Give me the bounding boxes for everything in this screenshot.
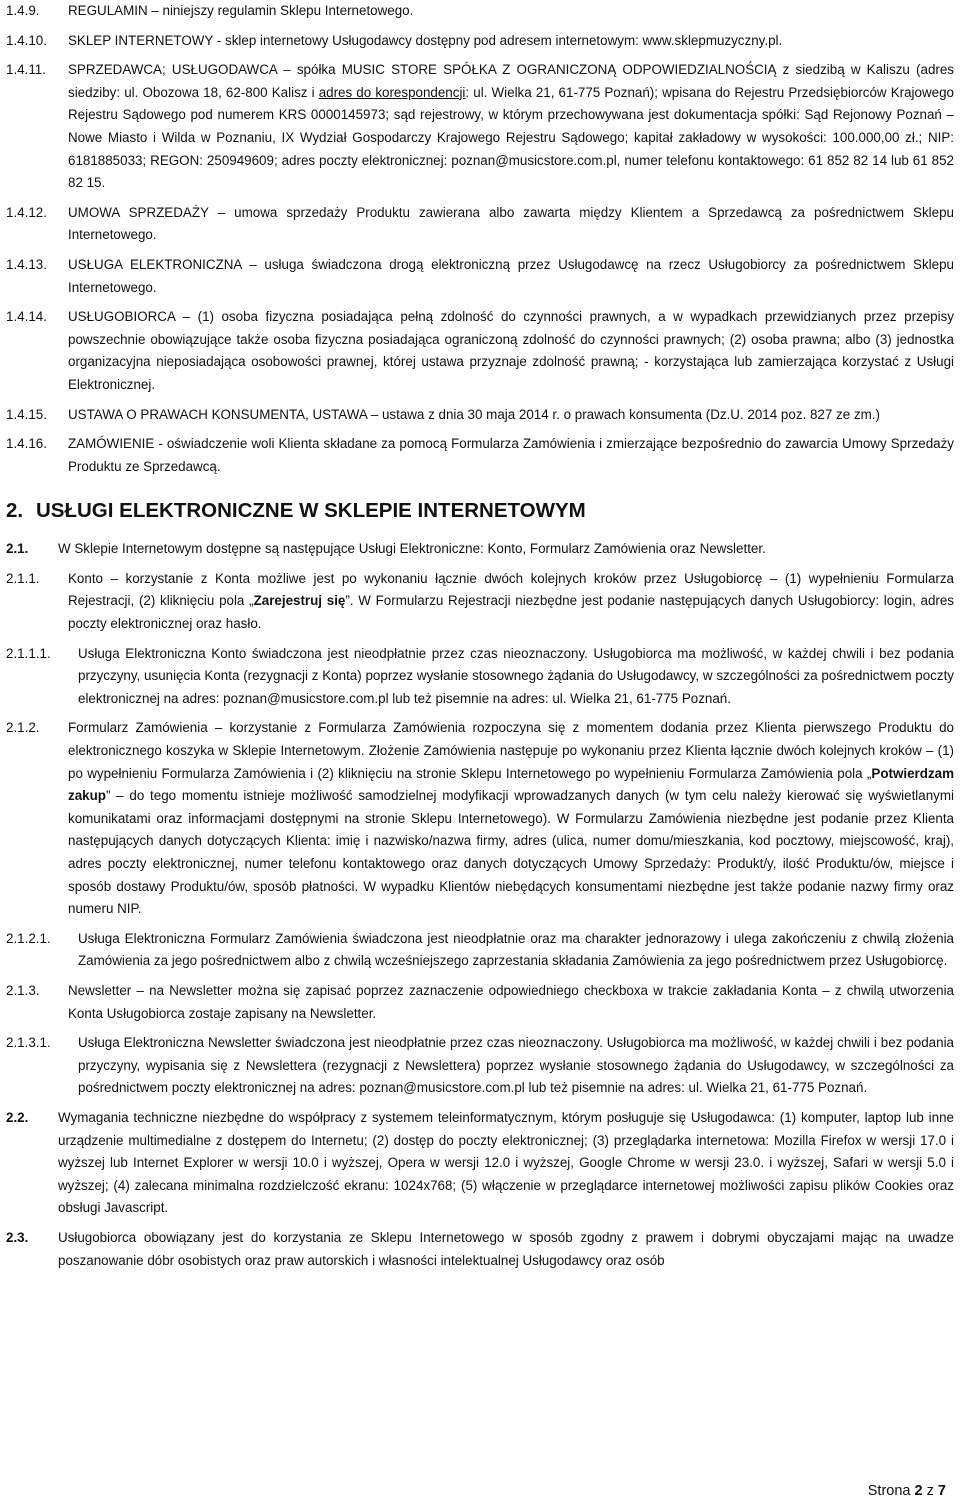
clause-number: 2.3. xyxy=(6,1229,29,1245)
text-part: : ul. Wielka 21, 61-775 Poznań); wpisana do Rejestru Przedsiębiorców Krajowego Rejestru Sądowego pod numerem KRS 0000145973; sąd rejestrowy, w którym przechowywana jest dokumentacja spółki: Sąd Rejonowy Poznań – Nowe Miasto i Wilda w Poznaniu, IX Wydział Gospodarczy Krajowego Rejestru Sądowego; kapitał zakładowy w wysokości: 100.000,00 zł.; NIP: 6181885033; REGON: 250949609; adres poczty elektronicznej: poznan@musicstore.com.pl, numer telefonu kontaktowego: 61 852 82 14 lub 61 852 82 15. xyxy=(68,84,954,191)
clause-text: Newsletter – na Newsletter można się zapisać poprzez zaznaczenie odpowiedniego checkboxa w trakcie zakładania Konta – z chwilą utworzenia Konta Usługobiorca zostaje zapisany na Newsletter. xyxy=(68,982,954,1021)
confirm-purchase-label: Potwierdzam zakup xyxy=(68,765,954,804)
clause-number: 2.2. xyxy=(6,1109,29,1125)
clause-text: Usługa Elektroniczna Konto świadczona jest nieodpłatnie przez czas nieoznaczony. Usługobiorca ma możliwość, w każdej chwili i bez podania przyczyny, usunięcia Konta (rezygnacji z Konta) poprzez wysłanie stosownego żądania do Usługodawcy, w szczególności za pośrednictwem poczty elektronicznej na adres: poznan@musicstore.com.pl lub też pisemnie na adres: ul. Wielka 21, 61-775 Poznań. xyxy=(78,645,954,706)
definition-item xyxy=(6,254,954,299)
item-number: 1.4.11. xyxy=(6,62,46,78)
page-total: 7 xyxy=(937,1483,946,1500)
definition-item xyxy=(6,30,954,53)
definition-item xyxy=(6,306,954,396)
clause-text: Usługa Elektroniczna Newsletter świadczona jest nieodpłatnie przez czas nieoznaczony. Usługobiorca ma możliwość, w każdej chwili i bez podania przyczyny, wypisania się z Newslettera (rezygnacji z Newslettera) poprzez wysłanie stosownego żądania do Usługodawcy, w szczególności za pośrednictwem poczty elektronicznej na adres: poznan@musicstore.com.pl lub też pisemnie na adres: ul. Wielka 21, 61-775 Poznań. xyxy=(78,1035,954,1096)
clause-number: 2.1.2. xyxy=(6,720,40,736)
item-text: USŁUGA ELEKTRONICZNA – usługa świadczona drogą elektroniczną przez Usługodawcę na rzecz Usługobiorcy za pośrednictwem Sklepu Internetowego. xyxy=(68,256,954,295)
item-number: 1.4.16. xyxy=(6,436,47,452)
clause-text: Wymagania techniczne niezbędne do współpracy z systemem teleinformatycznym, którym posługuje się Usługodawca: (1) komputer, laptop lub inne urządzenie multimedialne z dostępem do Internetu; (2) dostęp do poczty elektronicznej; (3) przeglądarka internetowa: Mozilla Firefox w wersji 17.0 i wyższej lub Internet Explorer w wersji 10.0 i wyższej, Opera w wersji 12.0 i wyższej, Google Chrome w wersji 23.0. i wyższej, Safari w wersji 5.0 i wyższej; (4) zalecana minimalna rozdzielczość ekranu: 1024x768; (5) włączenie w przeglądarce internetowej możliwości zapisu plików Cookies oraz obsługi Javascript. xyxy=(58,1109,954,1216)
clause-2-1-1-1 xyxy=(6,643,954,711)
item-text: ZAMÓWIENIE - oświadczenie woli Klienta składane za pomocą Formularza Zamówienia i zmierzające bezpośrednio do zawarcia Umowy Sprzedaży Produktu ze Sprzedawcą. xyxy=(68,436,954,474)
text-part: ”. W Formularzu Rejestracji niezbędne jest podanie następujących danych Usługobiorcy: login, adres poczty elektronicznej oraz hasło. xyxy=(68,593,954,632)
clause-text xyxy=(68,717,954,920)
clause-number: 2.1.3.1. xyxy=(6,1035,51,1051)
item-text xyxy=(68,59,954,195)
definition-item xyxy=(6,59,954,195)
clause-text: W Sklepie Internetowym dostępne są następujące Usługi Elektroniczne: Konto, Formularz Zamówienia oraz Newsletter. xyxy=(58,541,766,557)
item-number: 1.4.10. xyxy=(6,32,47,48)
clause-2-1-2-1 xyxy=(6,928,954,973)
section-title: USŁUGI ELEKTRONICZNE W SKLEPIE INTERNETOWYM xyxy=(36,499,586,523)
definition-item xyxy=(6,433,954,478)
page-of: z xyxy=(926,1483,934,1500)
definition-item xyxy=(6,0,954,23)
clause-text xyxy=(68,568,954,636)
clause-number: 2.1.3. xyxy=(6,982,40,998)
correspondence-address-link[interactable]: adres do korespondencji xyxy=(318,84,466,100)
item-number: 1.4.13. xyxy=(6,256,47,272)
clause-2-1-2 xyxy=(6,717,954,920)
page-label: Strona xyxy=(867,1483,911,1500)
clause-2-2 xyxy=(6,1107,954,1220)
item-text: UMOWA SPRZEDAŻY – umowa sprzedaży Produktu zawierana albo zawarta między Klientem a Sprzedawcą za pośrednictwem Sklepu Internetowego. xyxy=(68,204,954,243)
section-number: 2. xyxy=(6,499,24,523)
definition-item xyxy=(6,202,954,247)
clause-2-1-3-1 xyxy=(6,1032,954,1100)
text-part: SPRZEDAWCA; USŁUGODAWCA – spółka MUSIC STORE SPÓŁKA Z OGRANICZONĄ ODPOWIEDZIALNOŚCIĄ z siedzibą w Kaliszu (adres siedziby: ul. Obozowa 18, 62-800 Kalisz i xyxy=(68,62,954,100)
clause-2-1-1 xyxy=(6,568,954,636)
clause-2-3 xyxy=(6,1227,954,1272)
item-number: 1.4.15. xyxy=(6,406,47,422)
page-number: 2 xyxy=(914,1483,923,1500)
item-number: 1.4.12. xyxy=(6,204,47,220)
text-part: Formularz Zamówienia – korzystanie z Formularza Zamówienia rozpoczyna się z momentem dodania przez Klienta pierwszego Produktu do elektronicznego koszyka w Sklepie Internetowym. Złożenie Zamówienia następuje po wykonaniu przez Klienta łącznie dwóch kolejnych kroków – (1) po wypełnieniu Formularza Zamówienia i (2) kliknięciu na stronie Sklepu Internetowego po wypełnieniu Formularza Zamówienia pola „ xyxy=(68,720,954,781)
item-text: USTAWA O PRAWACH KONSUMENTA, USTAWA – ustawa z dnia 30 maja 2014 r. o prawach konsumenta (Dz.U. 2014 poz. 827 ze zm.) xyxy=(68,406,880,422)
clause-number: 2.1.2.1. xyxy=(6,930,51,946)
register-button-label: Zarejestruj się xyxy=(253,593,346,609)
text-part: ” – do tego momentu istnieje możliwość samodzielnej modyfikacji wprowadzanych danych (w tym celu należy kierować się wyświetlanymi komunikatami oraz informacjami dostępnymi na stronie Sklepu Internetowego). W Formularzu Zamówienia niezbędne jest podanie przez Klienta następujących danych dotyczących Klienta: imię i nazwisko/nazwa firmy, adres (ulica, numer domu/mieszkania, kod pocztowy, miejscowość, kraj), adres poczty elektronicznej, numer telefonu kontaktowego oraz danych dotyczących Umowy Sprzedaży: Produkt/y, ilość Produktu/ów, miejsce i sposób dostawy Produktu/ów, sposób płatności. W wypadku Klientów niebędących konsumentami niezbędne jest także podanie nazwy firmy oraz numeru NIP. xyxy=(68,788,954,917)
item-text: USŁUGOBIORCA – (1) osoba fizyczna posiadająca pełną zdolność do czynności prawnych, a w wypadkach przewidzianych przez przepisy powszechnie obowiązujące także osoba fizyczna posiadająca ograniczoną zdolność do czynności prawnych; (2) osoba prawna; albo (3) jednostka organizacyjna nieposiadająca osobowości prawnej, której ustawa przyznaje zdolność prawną; - korzystająca lub zamierzająca korzystać z Usługi Elektronicznej. xyxy=(68,309,954,392)
page-footer xyxy=(868,1480,946,1503)
clause-text: Usługa Elektroniczna Formularz Zamówienia świadczona jest nieodpłatnie oraz ma charakter jednorazowy i ulega zakończeniu z chwilą złożenia Zamówienia za jego pośrednictwem albo z chwilą wcześniejszego zaprzestania składania Zamówienia za jego pośrednictwem przez Usługobiorcę. xyxy=(78,930,954,969)
clause-2-1-3 xyxy=(6,980,954,1025)
clause-number: 2.1.1. xyxy=(6,570,40,586)
item-number: 1.4.14. xyxy=(6,309,47,325)
item-number: 1.4.9. xyxy=(6,3,40,18)
definition-item xyxy=(6,404,954,427)
item-text: SKLEP INTERNETOWY - sklep internetowy Usługodawcy dostępny pod adresem internetowym: www.sklepmuzyczny.pl. xyxy=(68,32,783,48)
section-heading xyxy=(6,496,954,526)
clause-number: 2.1.1.1. xyxy=(6,645,51,661)
clause-number: 2.1. xyxy=(6,541,29,557)
item-text: REGULAMIN – niniejszy regulamin Sklepu Internetowego. xyxy=(68,3,414,18)
text-part: Konto – korzystanie z Konta możliwe jest po wykonaniu łącznie dwóch kolejnych kroków przez Usługobiorcę – (1) wypełnieniu Formularza Rejestracji, (2) kliknięciu pola „ xyxy=(68,570,954,609)
clause-2-1 xyxy=(6,538,954,561)
clause-text: Usługobiorca obowiązany jest do korzystania ze Sklepu Internetowego w sposób zgodny z prawem i dobrymi obyczajami mając na uwadze poszanowanie dóbr osobistych oraz praw autorskich i własności intelektualnej Usługodawcy oraz osób xyxy=(58,1229,954,1268)
